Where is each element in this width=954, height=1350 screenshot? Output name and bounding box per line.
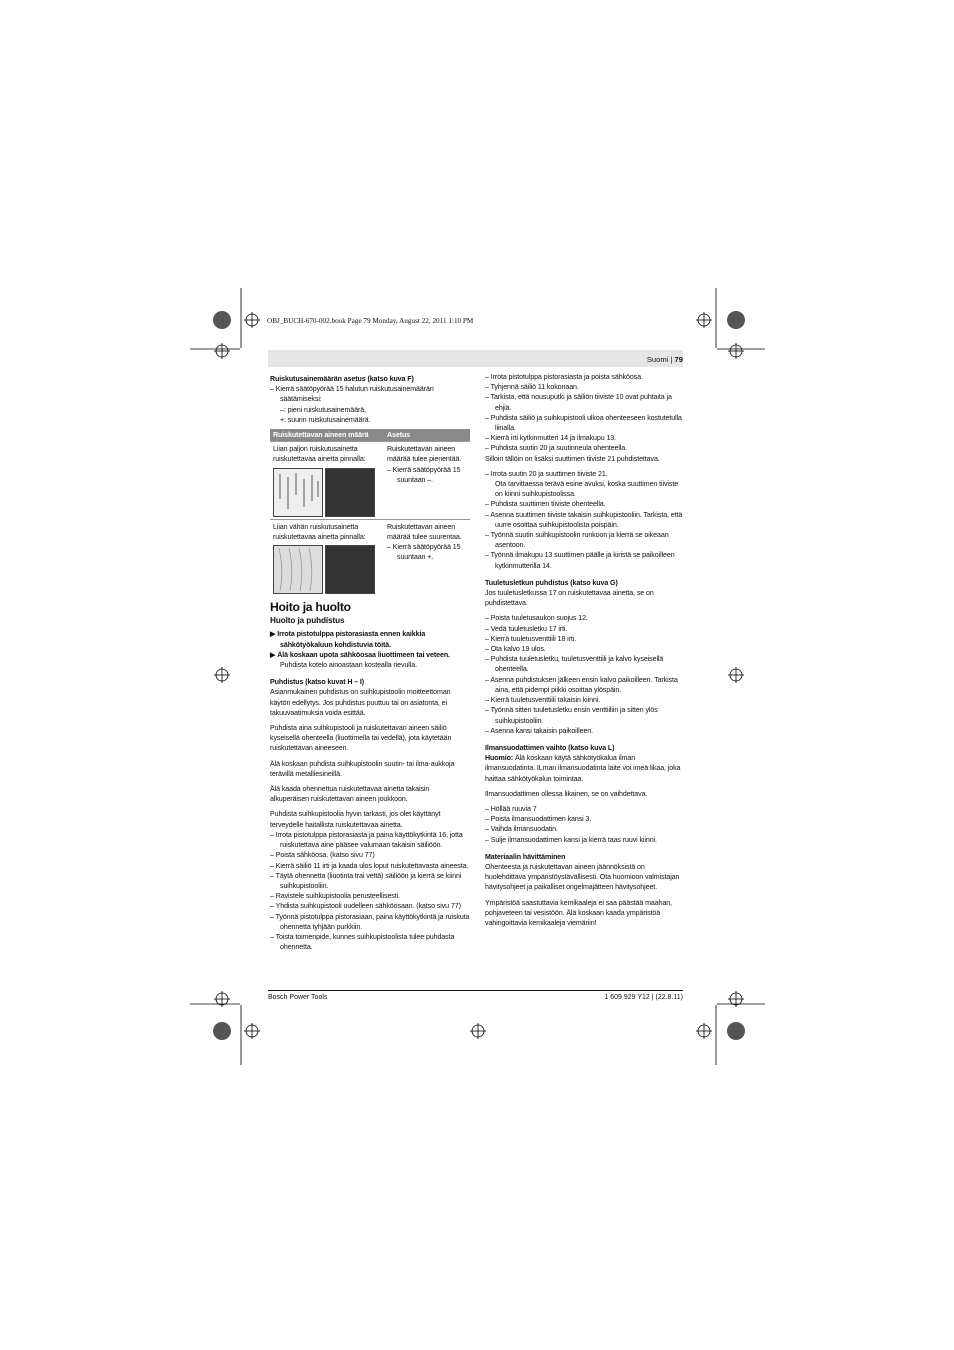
drips-illustration (274, 469, 322, 516)
step: – Asenna suuttimen tiiviste takaisin suihkupistooliin. Tarkista, että uurre osoittaa suihkupistoolista poispäin. (485, 510, 683, 529)
left-column (270, 372, 470, 952)
step: – Asenna puhdistuksen jälkeen ensin kalvo paikoilleen. Tarkista aina, että pidempi piikki osoittaa ylöspäin. (485, 675, 678, 694)
step: – Tarkista, että nousuputki ja säiliön tiiviste 10 ovat puhtaita ja ehjiä. (485, 393, 672, 412)
table-cell (384, 519, 470, 596)
spray-heading: Ruiskutusainemäärän asetus (katso kuva F) (270, 375, 414, 383)
row2-setting: Ruiskutettavan aineen määrää tulee suurentaa. (387, 522, 462, 541)
spray-minus: –: pieni ruiskutusainemäärä, (280, 405, 366, 414)
step-note: Ota tarvittaessa terävä esine avuksi, koska suuttimen tiiviste on kiinni suihkupistoolissa. (495, 480, 679, 499)
table-cell (270, 442, 384, 519)
spray-wheel-minus-image (325, 468, 375, 517)
step: – Yhdista suihkupistooli uudelleen sähköosaan. (katso sivu 77) (270, 902, 461, 911)
paragraph: Ympäristöä saastuttavia kemikaaleja ei saa päästää maahan, pohjaveteen tai vesistöön. Älä koskaan kaada ympäristöä vahingoittavia kemikaaleja viemäriin! (485, 898, 673, 927)
paragraph: Silloin tällöin on lisäksi suuttimen tiiviste 21 puhdistettava. (485, 454, 660, 463)
air-filter-heading: Ilmansuodattimen vaihto (katso kuva L) (485, 743, 615, 752)
step: – Tyhjennä säiliö 11 kokonaan. (485, 383, 579, 392)
step: – Poista sähköosa. (katso sivu 77) (270, 851, 375, 860)
page-header (647, 355, 683, 364)
spray-wheel-plus-image (325, 545, 375, 594)
paragraph: Ilmansuodattimen ollessa likainen, se on vaihdettava. (485, 789, 648, 798)
step: – Poista ilmansuodattimen kansi 3. (485, 815, 592, 824)
vent-hose-heading: Tuuletusletkun puhdistus (katso kuva G) (485, 578, 618, 587)
table-cell (270, 519, 384, 596)
too-much-spray-image (273, 468, 323, 517)
step: – Kierrä irti kytkinmutteri 14 ja ilmakupu 13. (485, 434, 617, 443)
step: – Puhdista suuttimen tiiviste ohenteella. (485, 500, 606, 509)
row1-action: – Kierrä säätöpyörää 15 suuntaan –. (387, 465, 461, 484)
step: – Vedä tuuletusletku 17 irti. (485, 624, 568, 633)
disposal-heading: Materiaalin hävittäminen (485, 852, 566, 861)
maintenance-title: Hoito ja huolto (270, 600, 351, 615)
step: – Sulje ilmansuodattimen kansi ja kierrä taas ruuvi kiinni. (485, 835, 657, 844)
page-number: 79 (674, 355, 683, 364)
header-language: Suomi (646, 355, 669, 364)
step: – Puhdista tuuletusletku, tuuletusventtiili ja kalvo kyseisellä ohenteella. (485, 655, 664, 674)
spray-step: – Kierrä säätöpyörää 15 halutun ruiskutusainemäärän säätämiseksi: (270, 385, 434, 404)
warning-2-detail: Puhdista kotelo ainoastaan kostealla rievulla. (280, 661, 417, 670)
step: – Puhdista säiliö ja suihkupistooli ulkoa ohenteeseen kostutetulla liinalla. (485, 413, 682, 433)
cleaning-heading: Puhdistus (katso kuvat H – I) (270, 678, 365, 687)
table-header-setting: Asetus (384, 429, 470, 442)
row1-setting: Ruiskutettavan aineen määrää tulee pienentää. (387, 445, 462, 464)
spray-plus: +: suurin ruiskutusainemäärä. (280, 415, 371, 424)
header-band (268, 350, 683, 367)
row2-desc: Liian vähän ruiskutusainetta ruiskutettavaa ainetta pinnalla: (273, 522, 366, 541)
table-header-amount: Ruiskutettavan aineen määrä (270, 429, 384, 442)
row1-desc: Liian paljon ruiskutusainetta ruiskutettavaa ainetta pinnalla: (273, 445, 366, 464)
step: – Työnnä ilmakupu 13 suuttimen päälle ja kiristä se paikoilleen kytkinmutterilla 14. (485, 551, 675, 570)
note-label: Huomio: (485, 754, 514, 763)
paragraph: Puhdista suihkupistoolia hyvin tarkasti, jos olet käyttänyt terveydelle haitallista ruiskutettavaa ainetta. (270, 810, 441, 829)
header-separator: | (668, 355, 675, 364)
step: – Puhdista suutin 20 ja suutinneula ohenteella. (485, 444, 628, 453)
warning-2-text: Älä koskaan upota sähköosaa liuottimeen tai veteen. (277, 650, 450, 659)
footer-brand: Bosch Power Tools (268, 994, 328, 1001)
step: – Irrota pistotulppa pistorasiasta ja paina käyttökytkintä 16, jotta ruiskutettava aine pääsee valumaan takaisin säiliöön. (270, 830, 463, 850)
row2-action: – Kierrä säätöpyörää 15 suuntaan +. (387, 543, 461, 562)
step: – Höllää ruuvia 7 (485, 804, 537, 813)
step: – Vaihda ilmansuodatin. (485, 825, 558, 834)
step: – Poista tuuletusaukon suojus 12. (485, 614, 588, 623)
step: – Toista toimenpide, kunnes suihkupistoolista tulee puhdasta ohennetta. (270, 932, 455, 952)
step: – Ravistele suihkupistoolia perusteellisesti. (270, 892, 400, 901)
paragraph: Ohenteesta ja ruiskutettavan aineen jäännöksistä on huolehdittava ympäristöystävällisesti. Ota huomioon valmistajan hävitysohjeet ja paikalliset ongelmajätteen hävitysohjeet. (485, 862, 680, 892)
step: – Työnnä sitten tuuletusletku ensin venttiiliin ja sitten ylös suihkupistooliin. (485, 706, 658, 725)
footer-rule (268, 990, 683, 991)
paragraph: Älä kaada ohennettua ruiskutettavaa ainetta takaisin alkuperäisen ruiskutettavan aineen joukkoon. (270, 785, 430, 804)
step: – Kierrä säiliö 11 irti ja kaada ulos loput ruiskutettavasta aineesta. (270, 861, 469, 870)
step: – Irrota suutin 20 ja suuttimen tiiviste 21. (485, 469, 608, 478)
warning-2: ▶ Älä koskaan upota sähköosaa liuottimeen tai veteen. (270, 650, 450, 659)
step: – Kierrä tuuletusventtiili 18 irti. (485, 634, 577, 643)
step: – Työnnä suutin suihkupistoolin runkoon ja kierrä se oikeaan asentoon. (485, 531, 669, 550)
step: – Ota kalvo 19 ulos. (485, 645, 546, 654)
step: – Asenna kansi takaisin paikoilleen. (485, 726, 594, 735)
warning-1-text: Irrota pistotulppa pistorasiasta ennen kaikkia sähkötyökaluun kohdistuvia töitä. (277, 630, 426, 649)
step: – Kierrä tuuletusventtiili takaisin kiinni. (485, 696, 601, 705)
paragraph: Jos tuuletusletkussa 17 on ruiskutettavaa ainetta, se on puhdistettava. (485, 589, 654, 608)
paragraph (485, 753, 684, 784)
warning-1: ▶ Irrota pistotulppa pistorasiasta ennen kaikkia sähkötyökaluun kohdistuvia töitä. (270, 630, 426, 649)
paragraph: Puhdista aina suihkupistooli ja ruiskutettavan aineen säiliö kyseisellä ohenteella (liuottimella tai vedellä), jota käytetään ruiskutettavan aineeseen. (270, 724, 452, 753)
paragraph: Älä koskaan puhdista suihkupistoolin suutin- tai ilma-aukkoja terävillä metalliesineillä. (270, 759, 455, 778)
file-header: OBJ_BUCH-670-002.book Page 79 Monday, August 22, 2011 1:10 PM (267, 317, 474, 325)
paragraph: Asianmukainen puhdistus on suihkupistoolin moitteettoman käytön edellytys. Jos puhdistus puuttuu tai on asiatonta, ei takuuvaatimuksia voida esittää. (270, 688, 451, 717)
maintenance-subtitle: Huolto ja puhdistus (270, 616, 345, 626)
footer-code: 1 609 929 Y12 | (22.8.11) (604, 994, 683, 1001)
too-little-spray-image (273, 545, 323, 594)
spray-table (270, 429, 470, 596)
streaks-illustration (274, 546, 322, 593)
step: – Työnnä pistotulppa pistorasiaan, paina käyttökytkintä ja ruiskuta ohennetta tyhjään purkkiin. (270, 912, 470, 931)
step: – Irrota pistotulppa pistorasiasta ja poista sähköosa. (485, 373, 643, 381)
note-text: Älä koskaan käytä sähkötyökalua ilman ilmansuodatinta. ILman ilmansuodatinta laite voi imeä likaa, joka haittaa sähkötyökalun toimintaa. (485, 754, 681, 783)
step: – Täytä ohennetta (liuotinta trai vettä) säiliöön ja kierrä se kiinni suihkupistooliin. (270, 871, 462, 890)
table-cell (384, 442, 470, 519)
right-column (485, 372, 684, 928)
